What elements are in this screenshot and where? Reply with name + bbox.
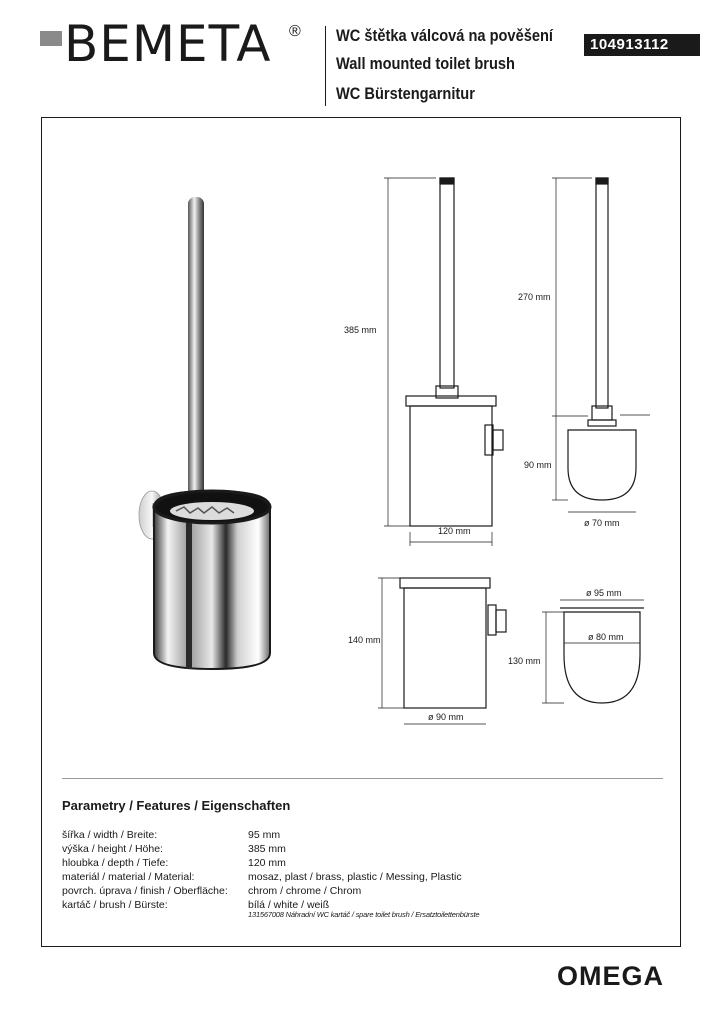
- registered-mark: ®: [289, 23, 301, 40]
- spec-value: chrom / chrome / Chrom: [248, 885, 362, 897]
- params-heading: Parametry / Features / Eigenschaften: [62, 798, 291, 813]
- dim-insert-height: 130 mm: [508, 656, 541, 666]
- title-german: WC Bürstengarnitur: [336, 84, 475, 103]
- logo-mark: [40, 31, 62, 46]
- dim-insert-inner-diameter: ø 80 mm: [588, 632, 624, 642]
- spec-value: 120 mm: [248, 857, 286, 869]
- spec-label: povrch. úprava / finish / Oberfläche:: [62, 885, 228, 897]
- product-code: 104913112: [584, 34, 700, 56]
- spec-value: 95 mm: [248, 829, 281, 841]
- brand-logo: BEMETA: [64, 15, 272, 73]
- dim-brush-height: 90 mm: [524, 460, 552, 470]
- spec-label: šířka / width / Breite:: [62, 829, 158, 841]
- dim-brush-diameter: ø 70 mm: [584, 518, 620, 528]
- header-divider: [325, 26, 326, 106]
- series-name: OMEGA: [557, 961, 665, 991]
- spec-value: 385 mm: [248, 843, 286, 855]
- spec-label: materiál / material / Material:: [62, 871, 195, 883]
- dim-container-height: 140 mm: [348, 635, 381, 645]
- technical-drawings: [320, 150, 700, 750]
- dim-total-height: 385 mm: [344, 325, 377, 335]
- spec-label: kartáč / brush / Bürste:: [62, 899, 168, 911]
- spare-part-note: 131567008 Náhradní WC kartáč / spare toilet brush / Ersatztoilettenbürste: [248, 910, 480, 919]
- spec-label: hloubka / depth / Tiefe:: [62, 857, 169, 869]
- title-english: Wall mounted toilet brush: [336, 54, 515, 73]
- spec-label: výška / height / Höhe:: [62, 843, 163, 855]
- product-photo: [120, 185, 300, 685]
- dim-insert-top-diameter: ø 95 mm: [586, 588, 622, 598]
- spec-value: mosaz, plast / brass, plastic / Messing, Plastic: [248, 871, 462, 883]
- dim-container-diameter: ø 90 mm: [428, 712, 464, 722]
- spec-value: bílá / white / weiß: [248, 899, 330, 911]
- dim-handle-length: 270 mm: [518, 292, 551, 302]
- title-czech: WC štětka válcová na pověšení: [336, 26, 553, 45]
- section-divider: [62, 778, 663, 779]
- dim-holder-width: 120 mm: [438, 526, 471, 536]
